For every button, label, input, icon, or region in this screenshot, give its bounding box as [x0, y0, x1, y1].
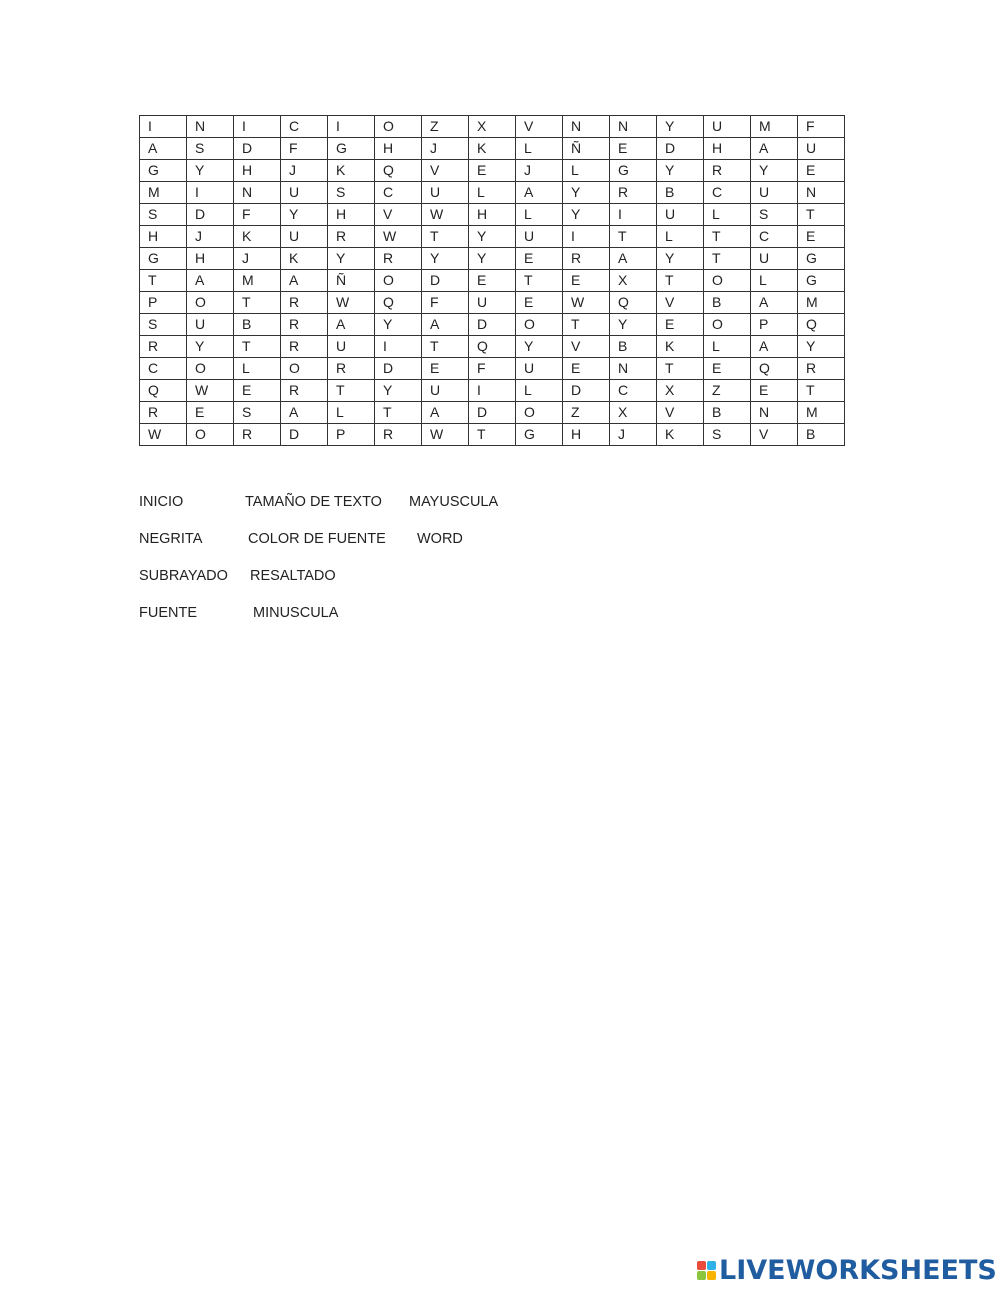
grid-cell: E	[798, 160, 845, 182]
grid-cell: U	[328, 336, 375, 358]
grid-cell: N	[751, 402, 798, 424]
grid-row	[140, 160, 845, 182]
grid-cell: T	[798, 204, 845, 226]
grid-cell: M	[798, 292, 845, 314]
logo-mark-square	[697, 1271, 706, 1280]
grid-cell: B	[657, 182, 704, 204]
grid-cell: I	[563, 226, 610, 248]
grid-cell: I	[234, 116, 281, 138]
grid-cell: B	[798, 424, 845, 446]
grid-cell: A	[751, 138, 798, 160]
grid-row	[140, 292, 845, 314]
liveworksheets-logo	[697, 1255, 997, 1285]
word-item: NEGRITA	[139, 531, 203, 547]
grid-cell: N	[610, 358, 657, 380]
grid-cell: H	[469, 204, 516, 226]
grid-cell: L	[234, 358, 281, 380]
grid-cell: Z	[422, 116, 469, 138]
grid-cell: A	[516, 182, 563, 204]
grid-cell: P	[140, 292, 187, 314]
word-item: FUENTE	[139, 605, 197, 621]
grid-cell: Y	[281, 204, 328, 226]
logo-mark-square	[697, 1261, 706, 1270]
grid-cell: Y	[563, 204, 610, 226]
grid-cell: D	[469, 402, 516, 424]
grid-cell: B	[234, 314, 281, 336]
grid-cell: E	[751, 380, 798, 402]
word-list-row	[139, 605, 639, 642]
grid-cell: F	[798, 116, 845, 138]
grid-row	[140, 336, 845, 358]
grid-cell: K	[469, 138, 516, 160]
grid-cell: U	[516, 226, 563, 248]
grid-cell: R	[798, 358, 845, 380]
grid-cell: I	[610, 204, 657, 226]
grid-cell: S	[751, 204, 798, 226]
grid-cell: S	[704, 424, 751, 446]
grid-cell: G	[798, 248, 845, 270]
grid-cell: O	[375, 270, 422, 292]
grid-cell: A	[422, 402, 469, 424]
grid-cell: V	[563, 336, 610, 358]
grid-cell: S	[234, 402, 281, 424]
grid-cell: U	[469, 292, 516, 314]
grid-cell: J	[281, 160, 328, 182]
grid-cell: N	[563, 116, 610, 138]
grid-cell: Q	[469, 336, 516, 358]
word-search-grid	[139, 115, 845, 446]
grid-cell: Y	[657, 160, 704, 182]
grid-cell: X	[657, 380, 704, 402]
grid-cell: Y	[328, 248, 375, 270]
grid-cell: A	[187, 270, 234, 292]
grid-cell: C	[751, 226, 798, 248]
grid-cell: D	[563, 380, 610, 402]
grid-cell: Q	[375, 292, 422, 314]
grid-row	[140, 116, 845, 138]
grid-cell: J	[422, 138, 469, 160]
grid-cell: N	[798, 182, 845, 204]
grid-cell: U	[187, 314, 234, 336]
grid-cell: D	[234, 138, 281, 160]
grid-cell: V	[657, 402, 704, 424]
grid-cell: T	[704, 248, 751, 270]
grid-cell: J	[187, 226, 234, 248]
grid-cell: Y	[187, 336, 234, 358]
grid-cell: Q	[798, 314, 845, 336]
grid-cell: X	[469, 116, 516, 138]
grid-cell: I	[328, 116, 375, 138]
grid-cell: K	[657, 336, 704, 358]
grid-cell: X	[610, 270, 657, 292]
word-item: TAMAÑO DE TEXTO	[245, 494, 382, 510]
grid-cell: L	[516, 380, 563, 402]
word-item: MINUSCULA	[253, 605, 339, 621]
grid-cell: U	[657, 204, 704, 226]
grid-cell: H	[704, 138, 751, 160]
grid-cell: C	[375, 182, 422, 204]
grid-cell: C	[140, 358, 187, 380]
grid-cell: A	[422, 314, 469, 336]
grid-cell: W	[422, 424, 469, 446]
grid-cell: C	[704, 182, 751, 204]
grid-cell: O	[187, 424, 234, 446]
grid-cell: T	[422, 336, 469, 358]
grid-cell: L	[657, 226, 704, 248]
logo-mark-square	[707, 1271, 716, 1280]
grid-cell: O	[281, 358, 328, 380]
grid-cell: L	[516, 204, 563, 226]
grid-cell: O	[187, 292, 234, 314]
grid-cell: G	[516, 424, 563, 446]
grid-cell: V	[375, 204, 422, 226]
grid-cell: L	[751, 270, 798, 292]
grid-row	[140, 380, 845, 402]
word-item: RESALTADO	[250, 568, 336, 584]
grid-cell: L	[469, 182, 516, 204]
grid-cell: U	[798, 138, 845, 160]
grid-cell: L	[328, 402, 375, 424]
grid-cell: G	[140, 160, 187, 182]
grid-cell: V	[422, 160, 469, 182]
grid-cell: Q	[140, 380, 187, 402]
grid-cell: T	[704, 226, 751, 248]
grid-cell: J	[516, 160, 563, 182]
word-list-row	[139, 531, 639, 568]
grid-cell: F	[281, 138, 328, 160]
grid-cell: F	[422, 292, 469, 314]
grid-cell: T	[563, 314, 610, 336]
grid-cell: E	[563, 358, 610, 380]
grid-cell: O	[187, 358, 234, 380]
word-item: WORD	[417, 531, 463, 547]
grid-cell: A	[751, 336, 798, 358]
grid-cell: A	[751, 292, 798, 314]
grid-cell: R	[281, 314, 328, 336]
grid-cell: D	[281, 424, 328, 446]
grid-cell: R	[281, 380, 328, 402]
grid-cell: R	[375, 424, 422, 446]
grid-cell: R	[328, 358, 375, 380]
grid-row	[140, 270, 845, 292]
grid-cell: N	[187, 116, 234, 138]
grid-row	[140, 138, 845, 160]
grid-cell: A	[281, 402, 328, 424]
logo-mark-icon	[697, 1261, 716, 1280]
grid-cell: Y	[375, 380, 422, 402]
grid-cell: W	[563, 292, 610, 314]
grid-cell: O	[516, 314, 563, 336]
grid-cell: Y	[422, 248, 469, 270]
grid-cell: N	[234, 182, 281, 204]
grid-cell: Y	[469, 226, 516, 248]
grid-cell: F	[469, 358, 516, 380]
grid-cell: T	[469, 424, 516, 446]
grid-cell: H	[328, 204, 375, 226]
grid-cell: E	[610, 138, 657, 160]
grid-cell: P	[751, 314, 798, 336]
grid-cell: W	[187, 380, 234, 402]
grid-cell: R	[281, 292, 328, 314]
grid-cell: Z	[563, 402, 610, 424]
grid-cell: A	[140, 138, 187, 160]
grid-cell: Y	[563, 182, 610, 204]
grid-cell: J	[234, 248, 281, 270]
grid-cell: R	[328, 226, 375, 248]
grid-cell: B	[704, 402, 751, 424]
grid-cell: L	[704, 336, 751, 358]
grid-cell: U	[422, 380, 469, 402]
grid-cell: Ñ	[328, 270, 375, 292]
grid-cell: E	[469, 270, 516, 292]
grid-cell: R	[140, 402, 187, 424]
grid-cell: R	[140, 336, 187, 358]
word-item: SUBRAYADO	[139, 568, 228, 584]
logo-text: LIVEWORKSHEETS	[719, 1254, 997, 1286]
grid-cell: P	[328, 424, 375, 446]
grid-cell: Y	[657, 248, 704, 270]
grid-cell: T	[657, 270, 704, 292]
logo-mark-square	[707, 1261, 716, 1270]
grid-cell: T	[234, 336, 281, 358]
grid-cell: H	[187, 248, 234, 270]
grid-cell: Q	[375, 160, 422, 182]
grid-cell: I	[469, 380, 516, 402]
grid-cell: Y	[187, 160, 234, 182]
grid-row	[140, 226, 845, 248]
grid-cell: M	[798, 402, 845, 424]
grid-cell: E	[234, 380, 281, 402]
grid-cell: O	[704, 314, 751, 336]
grid-cell: K	[281, 248, 328, 270]
grid-cell: U	[422, 182, 469, 204]
grid-cell: R	[234, 424, 281, 446]
grid-cell: Q	[751, 358, 798, 380]
grid-cell: E	[469, 160, 516, 182]
grid-cell: T	[422, 226, 469, 248]
word-item: INICIO	[139, 494, 184, 510]
grid-cell: S	[187, 138, 234, 160]
grid-cell: T	[657, 358, 704, 380]
grid-row	[140, 248, 845, 270]
grid-cell: E	[516, 248, 563, 270]
grid-cell: J	[610, 424, 657, 446]
word-list	[139, 494, 639, 642]
grid-row	[140, 402, 845, 424]
grid-cell: M	[751, 116, 798, 138]
grid-cell: R	[704, 160, 751, 182]
grid-cell: V	[657, 292, 704, 314]
grid-cell: T	[140, 270, 187, 292]
grid-cell: L	[704, 204, 751, 226]
grid-cell: O	[375, 116, 422, 138]
grid-cell: G	[610, 160, 657, 182]
grid-cell: U	[516, 358, 563, 380]
grid-cell: Y	[516, 336, 563, 358]
grid-cell: T	[798, 380, 845, 402]
grid-cell: R	[563, 248, 610, 270]
word-list-row	[139, 568, 639, 605]
grid-cell: B	[610, 336, 657, 358]
grid-cell: Y	[375, 314, 422, 336]
grid-cell: W	[328, 292, 375, 314]
grid-cell: R	[375, 248, 422, 270]
grid-cell: I	[375, 336, 422, 358]
grid-cell: A	[281, 270, 328, 292]
grid-cell: K	[328, 160, 375, 182]
grid-cell: U	[751, 248, 798, 270]
grid-cell: G	[140, 248, 187, 270]
grid-row	[140, 424, 845, 446]
grid-cell: N	[610, 116, 657, 138]
grid-cell: B	[704, 292, 751, 314]
grid-cell: W	[375, 226, 422, 248]
grid-cell: T	[516, 270, 563, 292]
grid-cell: R	[281, 336, 328, 358]
grid-cell: G	[328, 138, 375, 160]
grid-cell: T	[375, 402, 422, 424]
grid-cell: Q	[610, 292, 657, 314]
grid-cell: V	[751, 424, 798, 446]
grid-cell: E	[187, 402, 234, 424]
grid-cell: H	[140, 226, 187, 248]
grid-row	[140, 358, 845, 380]
grid-cell: C	[610, 380, 657, 402]
grid-cell: T	[328, 380, 375, 402]
grid-cell: Y	[751, 160, 798, 182]
grid-cell: K	[657, 424, 704, 446]
word-list-row	[139, 494, 639, 531]
grid-cell: U	[751, 182, 798, 204]
grid-cell: X	[610, 402, 657, 424]
grid-cell: L	[516, 138, 563, 160]
grid-cell: Y	[798, 336, 845, 358]
grid-cell: C	[281, 116, 328, 138]
grid-cell: A	[610, 248, 657, 270]
grid-cell: E	[704, 358, 751, 380]
grid-cell: T	[234, 292, 281, 314]
grid-cell: R	[610, 182, 657, 204]
grid-cell: O	[516, 402, 563, 424]
grid-cell: U	[704, 116, 751, 138]
grid-cell: S	[328, 182, 375, 204]
grid-cell: D	[375, 358, 422, 380]
grid-cell: K	[234, 226, 281, 248]
grid-cell: A	[328, 314, 375, 336]
grid-cell: S	[140, 314, 187, 336]
grid-cell: V	[516, 116, 563, 138]
grid-cell: E	[563, 270, 610, 292]
grid-cell: E	[798, 226, 845, 248]
grid-cell: D	[657, 138, 704, 160]
grid-cell: D	[187, 204, 234, 226]
grid-cell: I	[187, 182, 234, 204]
grid-cell: L	[563, 160, 610, 182]
grid-cell: G	[798, 270, 845, 292]
grid-cell: D	[469, 314, 516, 336]
grid-cell: D	[422, 270, 469, 292]
word-item: COLOR DE FUENTE	[248, 531, 386, 547]
grid-cell: W	[140, 424, 187, 446]
grid-cell: H	[563, 424, 610, 446]
grid-cell: E	[657, 314, 704, 336]
grid-row	[140, 204, 845, 226]
grid-cell: Ñ	[563, 138, 610, 160]
grid-cell: I	[140, 116, 187, 138]
grid-cell: H	[375, 138, 422, 160]
grid-cell: E	[422, 358, 469, 380]
grid-cell: O	[704, 270, 751, 292]
grid-cell: M	[234, 270, 281, 292]
grid-cell: U	[281, 182, 328, 204]
grid-cell: E	[516, 292, 563, 314]
grid-cell: U	[281, 226, 328, 248]
grid-cell: Y	[657, 116, 704, 138]
grid-row	[140, 314, 845, 336]
grid-cell: F	[234, 204, 281, 226]
grid-cell: Y	[610, 314, 657, 336]
grid-row	[140, 182, 845, 204]
grid-cell: Y	[469, 248, 516, 270]
word-item: MAYUSCULA	[409, 494, 499, 510]
grid-cell: M	[140, 182, 187, 204]
grid-cell: Z	[704, 380, 751, 402]
grid-cell: S	[140, 204, 187, 226]
grid-cell: W	[422, 204, 469, 226]
grid-cell: H	[234, 160, 281, 182]
grid-cell: T	[610, 226, 657, 248]
